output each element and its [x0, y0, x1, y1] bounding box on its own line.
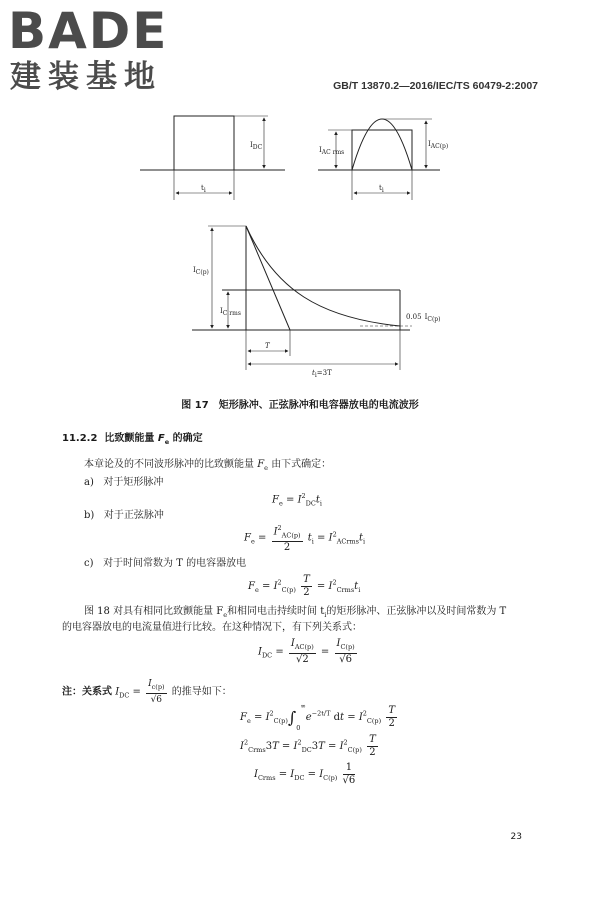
label-t-const: T: [265, 342, 270, 350]
label-ti-rect: ti: [201, 184, 206, 194]
figure-caption: 图 17 矩形脉冲、正弦脉冲和电容器放电的电流波形: [181, 400, 419, 411]
logo-wordmark: BADE: [8, 2, 169, 60]
equation-comparison: $I_{DC}$ = $\frac{I_{AC(p)}}{√2}$ = $\frac{I_{C(p)}}{√6}$: [258, 638, 355, 665]
list-item-a: a) 对于矩形脉冲: [84, 477, 164, 488]
label-i-dc: IDC: [250, 141, 263, 151]
equation-rectangular: $F_e = I^2_{DC}t_i$: [272, 492, 322, 508]
list-item-c: c) 对于时间常数为 T 的电容器放电: [84, 558, 247, 569]
label-i-ac-rms: IAC rms: [319, 146, 345, 156]
rectangular-pulse-diagram: [140, 116, 285, 200]
section-heading: 11.2.2 比致颤能量 $F_e$ 的确定: [62, 433, 203, 446]
list-item-b: b) 对于正弦脉冲: [84, 510, 164, 521]
label-ti-3t: ti=3T: [312, 369, 332, 379]
derivation-eq-2: $I^2_{Crms}3T = I^2_{DC}3T = I^2_{C(p)}$ $\frac{T}{2}$: [240, 734, 376, 758]
derivation-eq-3: $I_{Crms} = I_{DC} = I_{C(p)}$ $\frac{1}{√6}$: [254, 762, 356, 786]
figure-17-waveforms: [0, 0, 600, 400]
logo-chinese: 建装基地: [10, 59, 162, 95]
paragraph-line-2: 的电容器放电的电流量值进行比较。在这种情况下，有下列关系式：: [62, 622, 362, 633]
label-i-ac-p: IAC(p): [428, 140, 449, 150]
label-ti-sine: ti: [379, 184, 384, 194]
label-i-c-p: IC(p): [193, 266, 209, 276]
paragraph-line-1: 图 18 对具有相同比致颤能量 $F_e$和相同电击持续时间 $t_i$的矩形脉冲、正弦脉冲以及时间常数为 T: [84, 606, 507, 619]
capacitor-discharge-diagram: [192, 226, 412, 370]
equation-capacitor: $F_e = I^2_{C(p)}$ $\frac{T}{2}$ = $I^2_{Crms}t_i$: [248, 574, 361, 598]
page-number: 23: [510, 832, 522, 842]
label-five-percent: 0.05 IC(p): [406, 313, 441, 323]
standard-code: GB/T 13870.2—2016/IEC/TS 60479-2:2007: [333, 80, 538, 92]
label-i-c-rms: IC rms: [220, 307, 241, 317]
intro-text: 本章论及的不同波形脉冲的比致颤能量 $F_e$ 由下式确定：: [84, 459, 332, 472]
derivation-eq-1: $F_e = I^2_{C(p)}\int_0^\infty e^{-2t/T}$ dt = $I^2_{C(p)}$ $\frac{T}{2}$: [240, 702, 395, 732]
equation-sinusoidal: $F_e$ = $\frac{I^2_{AC(p)}}{2}$ $t_i = I^2_{ACrms}t_i$: [244, 524, 366, 554]
note-line: 注：关系式 $I_{DC}$ = $\frac{I_{c(p)}}{√6}$ 的推导如下：: [62, 679, 232, 705]
